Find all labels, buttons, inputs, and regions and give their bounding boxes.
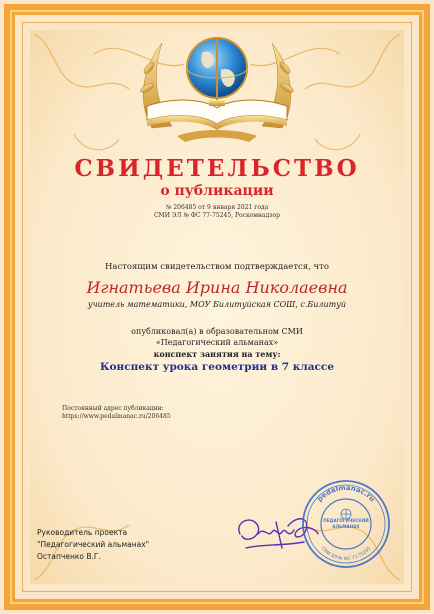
confirm-text: Настоящим свидетельством подтверждается, что	[104, 262, 329, 272]
svg-text:АЛЬМАНАХ: АЛЬМАНАХ	[332, 524, 360, 529]
certificate-subtitle: о публикации	[160, 183, 274, 199]
project-leader	[37, 527, 149, 563]
stamp-image	[300, 478, 392, 570]
leader-title: Руководитель проекта	[37, 528, 128, 537]
svg-text:СМИ ЭЛ № ФС 77-75245: СМИ ЭЛ № ФС 77-75245	[319, 546, 373, 563]
media-registry: СМИ ЭЛ № ФС 77-75245, Роскомнадзор	[153, 212, 281, 219]
svg-text:pedalmanac.ru: pedalmanac.ru	[315, 483, 377, 504]
certificate-title: СВИДЕТЕЛЬСТВО	[74, 155, 360, 182]
material-type: конспект занятия на тему:	[153, 349, 281, 359]
published-line: опубликовал(а) в образовательном СМИ	[131, 327, 303, 336]
publication-topic: Конспект урока геометрии в 7 классе	[99, 361, 335, 373]
address-label: Постоянный адрес публикации:	[62, 405, 164, 412]
recipient-position: учитель математики, МОУ Билитуйская СОШ, с.Билитуй	[87, 300, 347, 309]
certificate-number: № 206485 от 9 января 2021 года	[165, 204, 269, 211]
svg-text:ПЕДАГОГИЧЕСКИЙ: ПЕДАГОГИЧЕСКИЙ	[323, 518, 369, 523]
globe-book-emblem	[117, 8, 317, 148]
publication-address	[62, 405, 171, 421]
leader-name: Остапченко В.Г.	[37, 552, 101, 561]
leader-project: "Педагогический альманах"	[37, 540, 150, 549]
address-url: https://www.pedalmanac.ru/206485	[62, 413, 171, 420]
media-name: «Педагогический альманах»	[155, 338, 279, 347]
recipient-name: Игнатьева Ирина Николаевна	[86, 278, 348, 297]
